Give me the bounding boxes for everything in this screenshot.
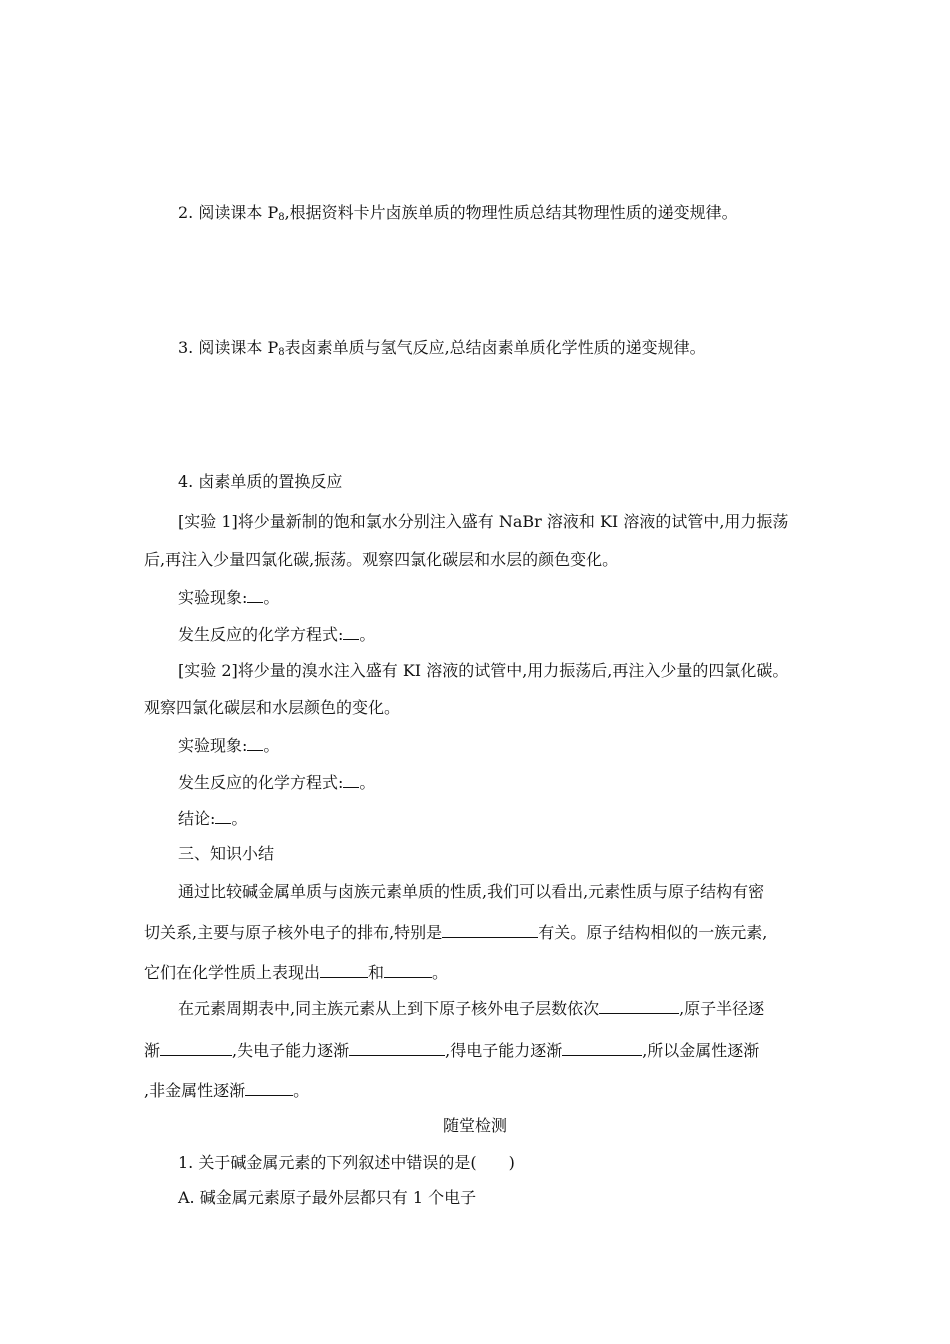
answer-blank[interactable] bbox=[562, 1040, 642, 1056]
experiment-1-line-2: 后,再注入少量四氯化碳,振荡。观察四氯化碳层和水层的颜色变化。 bbox=[144, 550, 619, 569]
answer-blank[interactable] bbox=[442, 922, 538, 938]
experiment-2-line-2: 观察四氯化碳层和水层颜色的变化。 bbox=[144, 698, 401, 717]
summary-heading: 三、知识小结 bbox=[178, 844, 275, 863]
answer-blank[interactable] bbox=[599, 998, 679, 1014]
summary-p2-line-3: ,非金属性逐渐 。 bbox=[144, 1081, 310, 1100]
answer-blank[interactable] bbox=[215, 808, 231, 824]
section-3-number: 3. bbox=[178, 338, 194, 357]
section-2-prompt: 2. 阅读课本 $P_8$,根据资料卡片卤族单质的物理性质总结其物理性质的递变规律。 bbox=[178, 203, 738, 223]
experiment-2-equation: 发生反应的化学方程式: 。 bbox=[178, 773, 376, 792]
summary-p2-line-1: 在元素周期表中,同主族元素从上到下原子核外电子层数依次 ,原子半径逐 bbox=[178, 999, 765, 1018]
experiment-1-phenomenon: 实验现象: 。 bbox=[178, 588, 280, 607]
quiz-question-1-option-a[interactable]: A. 碱金属元素原子最外层都只有 1 个电子 bbox=[178, 1188, 477, 1207]
answer-blank[interactable] bbox=[247, 587, 263, 603]
experiment-2-phenomenon: 实验现象: 。 bbox=[178, 736, 280, 755]
section-3-prompt: 3. 阅读课本 $P_8$表卤素单质与氢气反应,总结卤素单质化学性质的递变规律。 bbox=[178, 338, 706, 358]
answer-blank[interactable] bbox=[247, 735, 263, 751]
section-2-number: 2. bbox=[178, 203, 194, 222]
answer-blank[interactable] bbox=[349, 1040, 445, 1056]
answer-blank[interactable] bbox=[320, 962, 368, 978]
section-4-heading: 4. 卤素单质的置换反应 bbox=[178, 472, 343, 491]
quiz-question-1: 1. 关于碱金属元素的下列叙述中错误的是( ) bbox=[178, 1153, 515, 1172]
summary-p1-line-2: 切关系,主要与原子核外电子的排布,特别是 有关。原子结构相似的一族元素, bbox=[144, 923, 768, 942]
experiment-2-line-1: [实验 2]将少量的溴水注入盛有 KI 溶液的试管中,用力振荡后,再注入少量的四氯化碳。 bbox=[178, 661, 789, 680]
answer-blank[interactable] bbox=[343, 772, 359, 788]
quiz-title: 随堂检测 bbox=[442, 1116, 507, 1135]
conclusion: 结论: 。 bbox=[178, 809, 248, 828]
answer-blank[interactable] bbox=[245, 1080, 293, 1096]
summary-p1-line-1: 通过比较碱金属单质与卤族元素单质的性质,我们可以看出,元素性质与原子结构有密 bbox=[178, 882, 765, 901]
experiment-1-equation: 发生反应的化学方程式: 。 bbox=[178, 625, 376, 644]
answer-blank[interactable] bbox=[160, 1040, 232, 1056]
answer-blank[interactable] bbox=[343, 624, 359, 640]
summary-p2-line-2: 渐 ,失电子能力逐渐 ,得电子能力逐渐 ,所以金属性逐渐 bbox=[144, 1041, 760, 1060]
answer-blank[interactable] bbox=[384, 962, 432, 978]
summary-p1-line-3: 它们在化学性质上表现出 和 。 bbox=[144, 963, 449, 982]
experiment-1-line-1: [实验 1]将少量新制的饱和氯水分别注入盛有 NaBr 溶液和 KI 溶液的试管中,用力振荡 bbox=[178, 512, 789, 531]
